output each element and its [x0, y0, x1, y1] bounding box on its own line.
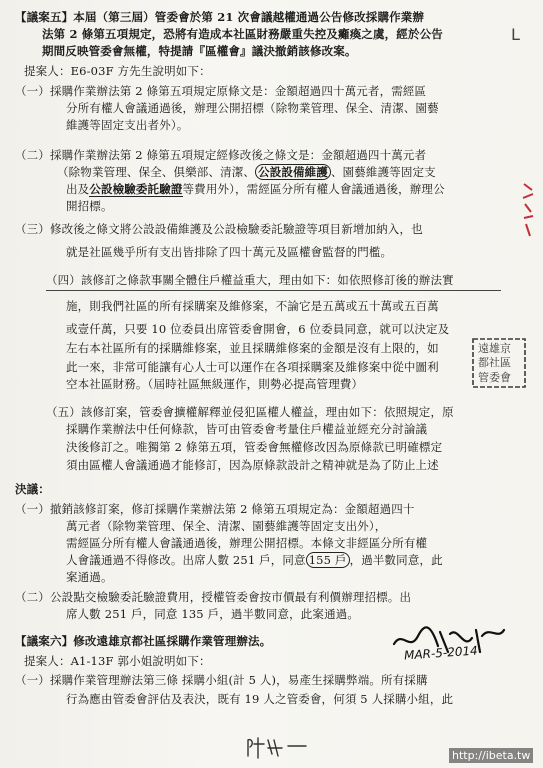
svg-text:管委會: 管委會	[478, 371, 511, 384]
proposer-line: 提案人：E6-03F 方先生說明如下：	[24, 64, 211, 78]
signature-date: MAR-5-2014	[403, 643, 479, 663]
item-4-line5: 此一來，非常可能讓有心人士可以運作在各項採購案及維修案中從中圖利	[66, 360, 439, 374]
item-2-line1: （二）採購作業辦法第 2 條第五項規定經修改後之條文是：金額超過四十萬元者	[15, 148, 427, 162]
item-5-line4: 須由區權人會議通過才能修訂，因為原條款設計之精神就是為了防止上述	[66, 458, 439, 472]
watermark: http://ibeta.tw	[449, 748, 533, 763]
highlight-facility-maintenance: 公設設備維護	[255, 164, 331, 180]
item-5-line3: 決後修訂之。唯獨第 2 條第五項，管委會無權修改因為原條款已明確標定	[66, 440, 443, 454]
item-2-line3: 出及公設檢驗委託驗證等費用外），需經區分所有權人會議通過後，辦理公	[66, 182, 445, 196]
resolution-1-line3: 需經區分所有權人會議通過後，辦理公開招標。本條文非經區分所有權	[66, 536, 428, 550]
official-seal-stamp	[470, 337, 528, 389]
item-3-line1: （三）修改後之條文將公設設備維護及公設檢驗委託驗證等項目新增加納入，也	[15, 222, 423, 236]
motion-6-proposer: 提案人：A1-13F 郭小姐說明如下：	[24, 654, 211, 668]
motion-5-title-line2: 法第 2 條第五項規定，恐將有造成本社區財務嚴重失控及癱瘓之虞，經於公告	[42, 27, 443, 41]
svg-text:遠雄京: 遠雄京	[478, 342, 511, 355]
resolution-1-line1: （一）撤銷該修訂案，修訂採購作業辦法第 2 條第五項規定為：金額超過四十	[15, 502, 415, 516]
resolution-1-line4: 人會議通過不得修改。出席人數 251 戶，同意 155 戶 ，過半數同意，此	[66, 553, 443, 567]
motion-5-title-line1: 【議案五】本屆（第三屆）管委會於第 21 次會議越權通過公告修改採購作業辦	[15, 10, 425, 24]
item-4-line2: 施，則我們社區的所有採購案及維修案，不論它是五萬或五十萬或五百萬	[66, 299, 439, 313]
red-margin-mark	[521, 180, 535, 240]
item-4-line3: 或壹仟萬，只要 10 位委員出席管委會開會，6 位委員同意，就可以決定及	[66, 322, 450, 336]
motion-6-item-1-line1: （一）採購作業管理辦法第三條 採購小組(計 5 人)，易產生採購弊端。所有採購	[15, 673, 428, 687]
item-2-line4: 開招標。	[66, 199, 113, 213]
item-1-line2: 分所有權人會議通過後，辦理公開招標（除物業管理、保全、清潔、園藝	[66, 101, 439, 115]
item-4-line4: 左右本社區所有的採購維修案，並且採購維修案的金額是沒有上限的，如	[66, 341, 439, 355]
svg-text:都社區: 都社區	[478, 356, 511, 369]
resolution-2-line1: （二）公設點交檢驗委託驗證費用，授權管委會按市價最有利價辦理招標。出	[15, 590, 412, 604]
resolution-1-line2: 萬元者（除物業管理、保全、清潔、園藝維護等固定支出外），	[66, 519, 387, 533]
item-4-line1: （四）該修訂之條款事關全體住戶權益重大，理由如下：如依照修訂後的辦法實	[46, 273, 454, 287]
highlight-inspection-certification: 公設檢驗委託驗證	[89, 182, 183, 196]
page-corner-mark: L	[511, 25, 520, 44]
item-4-line6: 空本社區財務。（屆時社區無級運作，則勢必提高管理費）	[66, 377, 364, 391]
item-1-line1: （一）採購作業辦法第 2 條第五項規定原條文是：金額超過四十萬元者，需經區	[15, 84, 427, 98]
item-5-line1: （五）該修訂案，管委會擴權解釋並侵犯區權人權益，理由如下：依照規定，原	[46, 405, 454, 419]
resolution-1-line5: 案通過。	[66, 570, 113, 584]
item-1-line3: 維護等固定支出者外）。	[66, 118, 189, 132]
item-3-line2: 就是社區幾乎所有支出皆排除了四十萬元及區權會監督的門檻。	[66, 245, 393, 259]
handwritten-attachment-note	[244, 734, 324, 760]
motion-6-item-1-line2: 行為應由管委會評估及表決，既有 19 人之管委會，何須 5 人採購小組，此	[66, 692, 454, 706]
resolution-2-line2: 席人數 251 戶，同意 135 戶，過半數同意，此案通過。	[66, 607, 360, 621]
item-2-line2: （除物業管理、保全、俱樂部、清潔、 公設設備維護 、園藝維護等固定支	[57, 165, 436, 179]
motion-5-title-line3: 期間反映管委會無權，特提請『區權會』議決撤銷該修改案。	[42, 44, 357, 58]
resolution-heading: 決議：	[15, 482, 50, 496]
highlight-155-households: 155 戶	[306, 552, 350, 568]
motion-6-title: 【議案六】修改遠雄京都社區採購作業管理辦法。	[15, 634, 272, 648]
divider	[46, 290, 501, 291]
item-5-line2: 採購作業辦法中任何條款，皆可由管委會考量住戶權益並經充分討論議	[66, 422, 428, 436]
